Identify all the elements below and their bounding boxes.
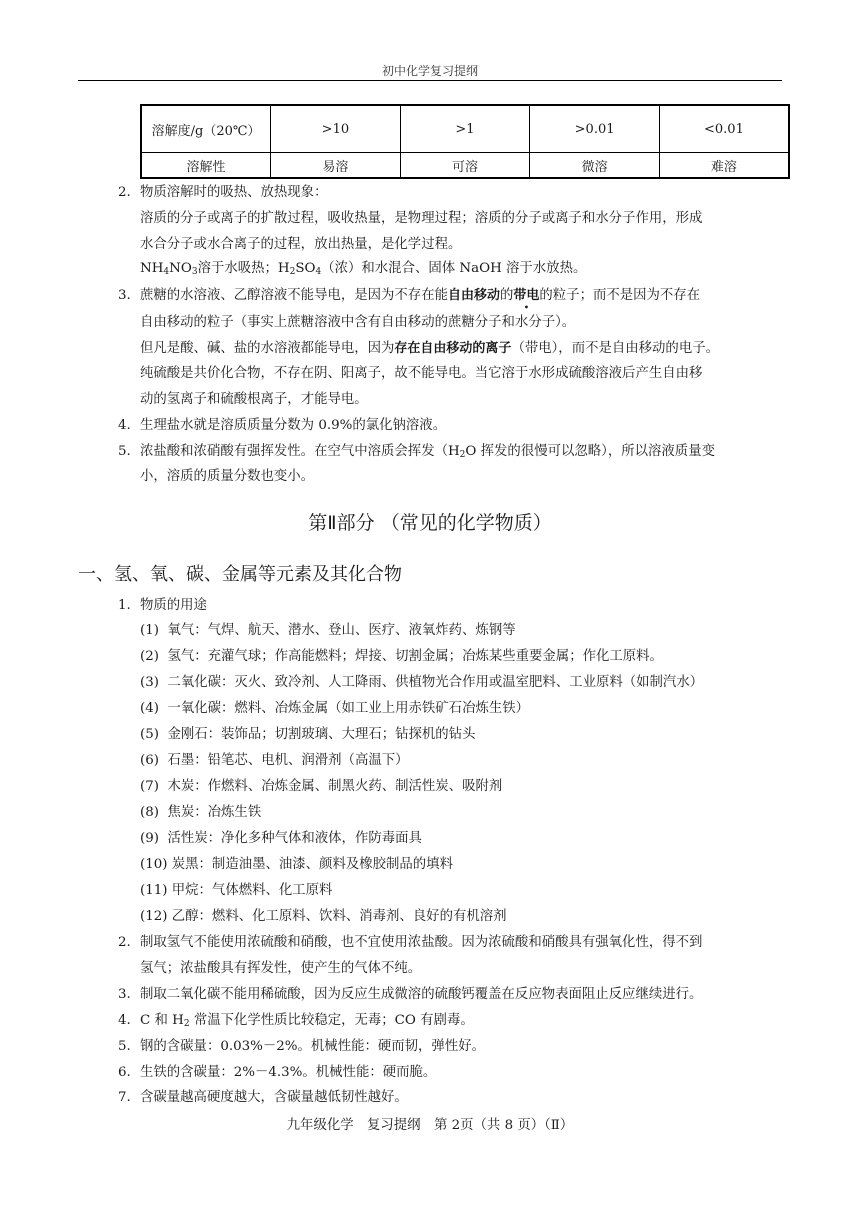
table-cell: 溶解性 — [141, 153, 271, 179]
item-b7-number: 7. — [118, 1090, 131, 1105]
table-cell: 微溶 — [530, 153, 660, 179]
item-4-number: 4. — [118, 418, 131, 433]
table-cell: 难溶 — [659, 153, 789, 179]
list-item: (11) 甲烷：气体燃料、化工原料 — [140, 883, 333, 898]
table-row — [141, 153, 789, 179]
list-item: (10) 炭黑：制造油墨、油漆、颜料及橡胶制品的填料 — [140, 857, 453, 872]
table-cell: >10 — [271, 105, 401, 153]
item-3-text: 自由移动的粒子（事实上蔗糖溶液中含有自由移动的蔗糖分子和水分子）。 — [140, 315, 576, 330]
item-b5-text: 钢的含碳量：0.03%－2%。机械性能：硬而韧，弹性好。 — [140, 1039, 485, 1054]
solubility-table — [140, 104, 790, 179]
list-item: (9) 活性炭：净化多种气体和液体，作防毒面具 — [140, 831, 422, 846]
item-b3-text: 制取二氧化碳不能用稀硫酸，因为反应生成微溶的硫酸钙覆盖在反应物表面阻止反应继续进行。 — [140, 987, 703, 1002]
item-5-text: 浓盐酸和浓硝酸有强挥发性。在空气中溶质会挥发（$H_2O$ 挥发的很慢可以忽略），所以溶液质量变 — [140, 444, 715, 460]
page-header-title: 初中化学复习提纲 — [381, 64, 478, 78]
uses-title: 物质的用途 — [140, 598, 207, 613]
list-item: (7) 木炭：作燃料、冶炼金属、制黑火药、制活性炭、吸附剂 — [140, 779, 503, 794]
item-2-text: 水合分子或水合离子的过程，放出热量，是化学过程。 — [140, 237, 462, 252]
list-item: (12) 乙醇：燃料、化工原料、饮料、消毒剂、良好的有机溶剂 — [140, 909, 507, 924]
page-footer: 九年级化学 复习提纲 第 2页（共 8 页）（Ⅱ） — [286, 1118, 574, 1133]
item-b7-text: 含碳量越高硬度越大，含碳量越低韧性越好。 — [140, 1090, 408, 1105]
table-cell: 可溶 — [400, 153, 530, 179]
item-5-text: 小，溶质的质量分数也变小。 — [140, 469, 315, 484]
list-item: (8) 焦炭：冶炼生铁 — [140, 805, 262, 820]
item-3-text: 动的氢离子和硫酸根离子，才能导电。 — [140, 392, 368, 407]
item-b4-text: C 和 $H_2$ 常温下化学性质比较稳定，无毒；CO 有剧毒。 — [140, 1013, 474, 1029]
item-2-number: 2. — [118, 185, 131, 200]
item-3-number: 3. — [118, 288, 131, 303]
list-item: (5) 金刚石：装饰品；切割玻璃、大理石；钻探机的钻头 — [140, 727, 476, 742]
item-2-text: 溶质的分子或离子的扩散过程，吸收热量，是物理过程；溶质的分子或离子和水分子作用，形成 — [140, 211, 703, 226]
item-2-title: 物质溶解时的吸热、放热现象： — [140, 185, 328, 200]
item-b5-number: 5. — [118, 1039, 131, 1054]
list-item: (1) 氧气：气焊、航天、潜水、登山、医疗、液氧炸药、炼钢等 — [140, 623, 516, 638]
item-3-text: 蔗糖的水溶液、乙醇溶液不能导电，是因为不存在能自由移动的带电的粒子；而不是因为不存在 — [140, 288, 701, 303]
item-b2-text: 制取氢气不能使用浓硫酸和硝酸，也不宜使用浓盐酸。因为浓硫酸和硝酸具有强氧化性，得不到 — [140, 935, 703, 950]
table-cell: 溶解度/g（20℃） — [141, 105, 271, 153]
table-row — [141, 105, 789, 153]
uses-number: 1. — [118, 598, 131, 613]
list-item: (6) 石墨：铅笔芯、电机、润滑剂（高温下） — [140, 753, 409, 768]
item-b4-number: 4. — [118, 1013, 131, 1028]
table-cell: 易溶 — [271, 153, 401, 179]
item-4-text: 生理盐水就是溶质质量分数为 0.9%的氯化钠溶液。 — [140, 418, 447, 433]
item-2-formula-line: $NH_4NO_3$溶于水吸热；$H_2SO_4$（浓）和水混合、固体 NaOH 溶于水放热。 — [140, 261, 587, 277]
item-b3-number: 3. — [118, 987, 131, 1002]
item-b2-text: 氢气；浓盐酸具有挥发性，使产生的气体不纯。 — [140, 961, 422, 976]
list-item: (2) 氢气：充灌气球；作高能燃料；焊接、切割金属；冶炼某些重要金属；作化工原料。 — [140, 649, 663, 664]
item-5-number: 5. — [118, 444, 131, 459]
table-cell: <0.01 — [659, 105, 789, 153]
list-item: (3) 二氧化碳：灭火、致冷剂、人工降雨、供植物光合作用或温室肥料、工业原料（如制汽水） — [140, 675, 704, 690]
list-item: (4) 一氧化碳：燃料、冶炼金属（如工业上用赤铁矿石冶炼生铁） — [140, 701, 530, 716]
part-title: 第Ⅱ部分 （常见的化学物质） — [308, 512, 552, 534]
item-b2-number: 2. — [118, 935, 131, 950]
item-b6-text: 生铁的含碳量：2%－4.3%。机械性能：硬而脆。 — [140, 1065, 437, 1080]
item-3-text: 但凡是酸、碱、盐的水溶液都能导电，因为存在自由移动的离子（带电），而不是自由移动的电子。 — [140, 341, 719, 356]
item-3-text: 纯硫酸是共价化合物，不存在阴、阳离子，故不能导电。当它溶于水形成硫酸溶液后产生自由移 — [140, 366, 703, 381]
table-cell: >0.01 — [530, 105, 660, 153]
item-b6-number: 6. — [118, 1065, 131, 1080]
header-divider — [78, 80, 782, 81]
table-cell: >1 — [400, 105, 530, 153]
section-title: 一、氢、氧、碳、金属等元素及其化合物 — [78, 564, 402, 585]
